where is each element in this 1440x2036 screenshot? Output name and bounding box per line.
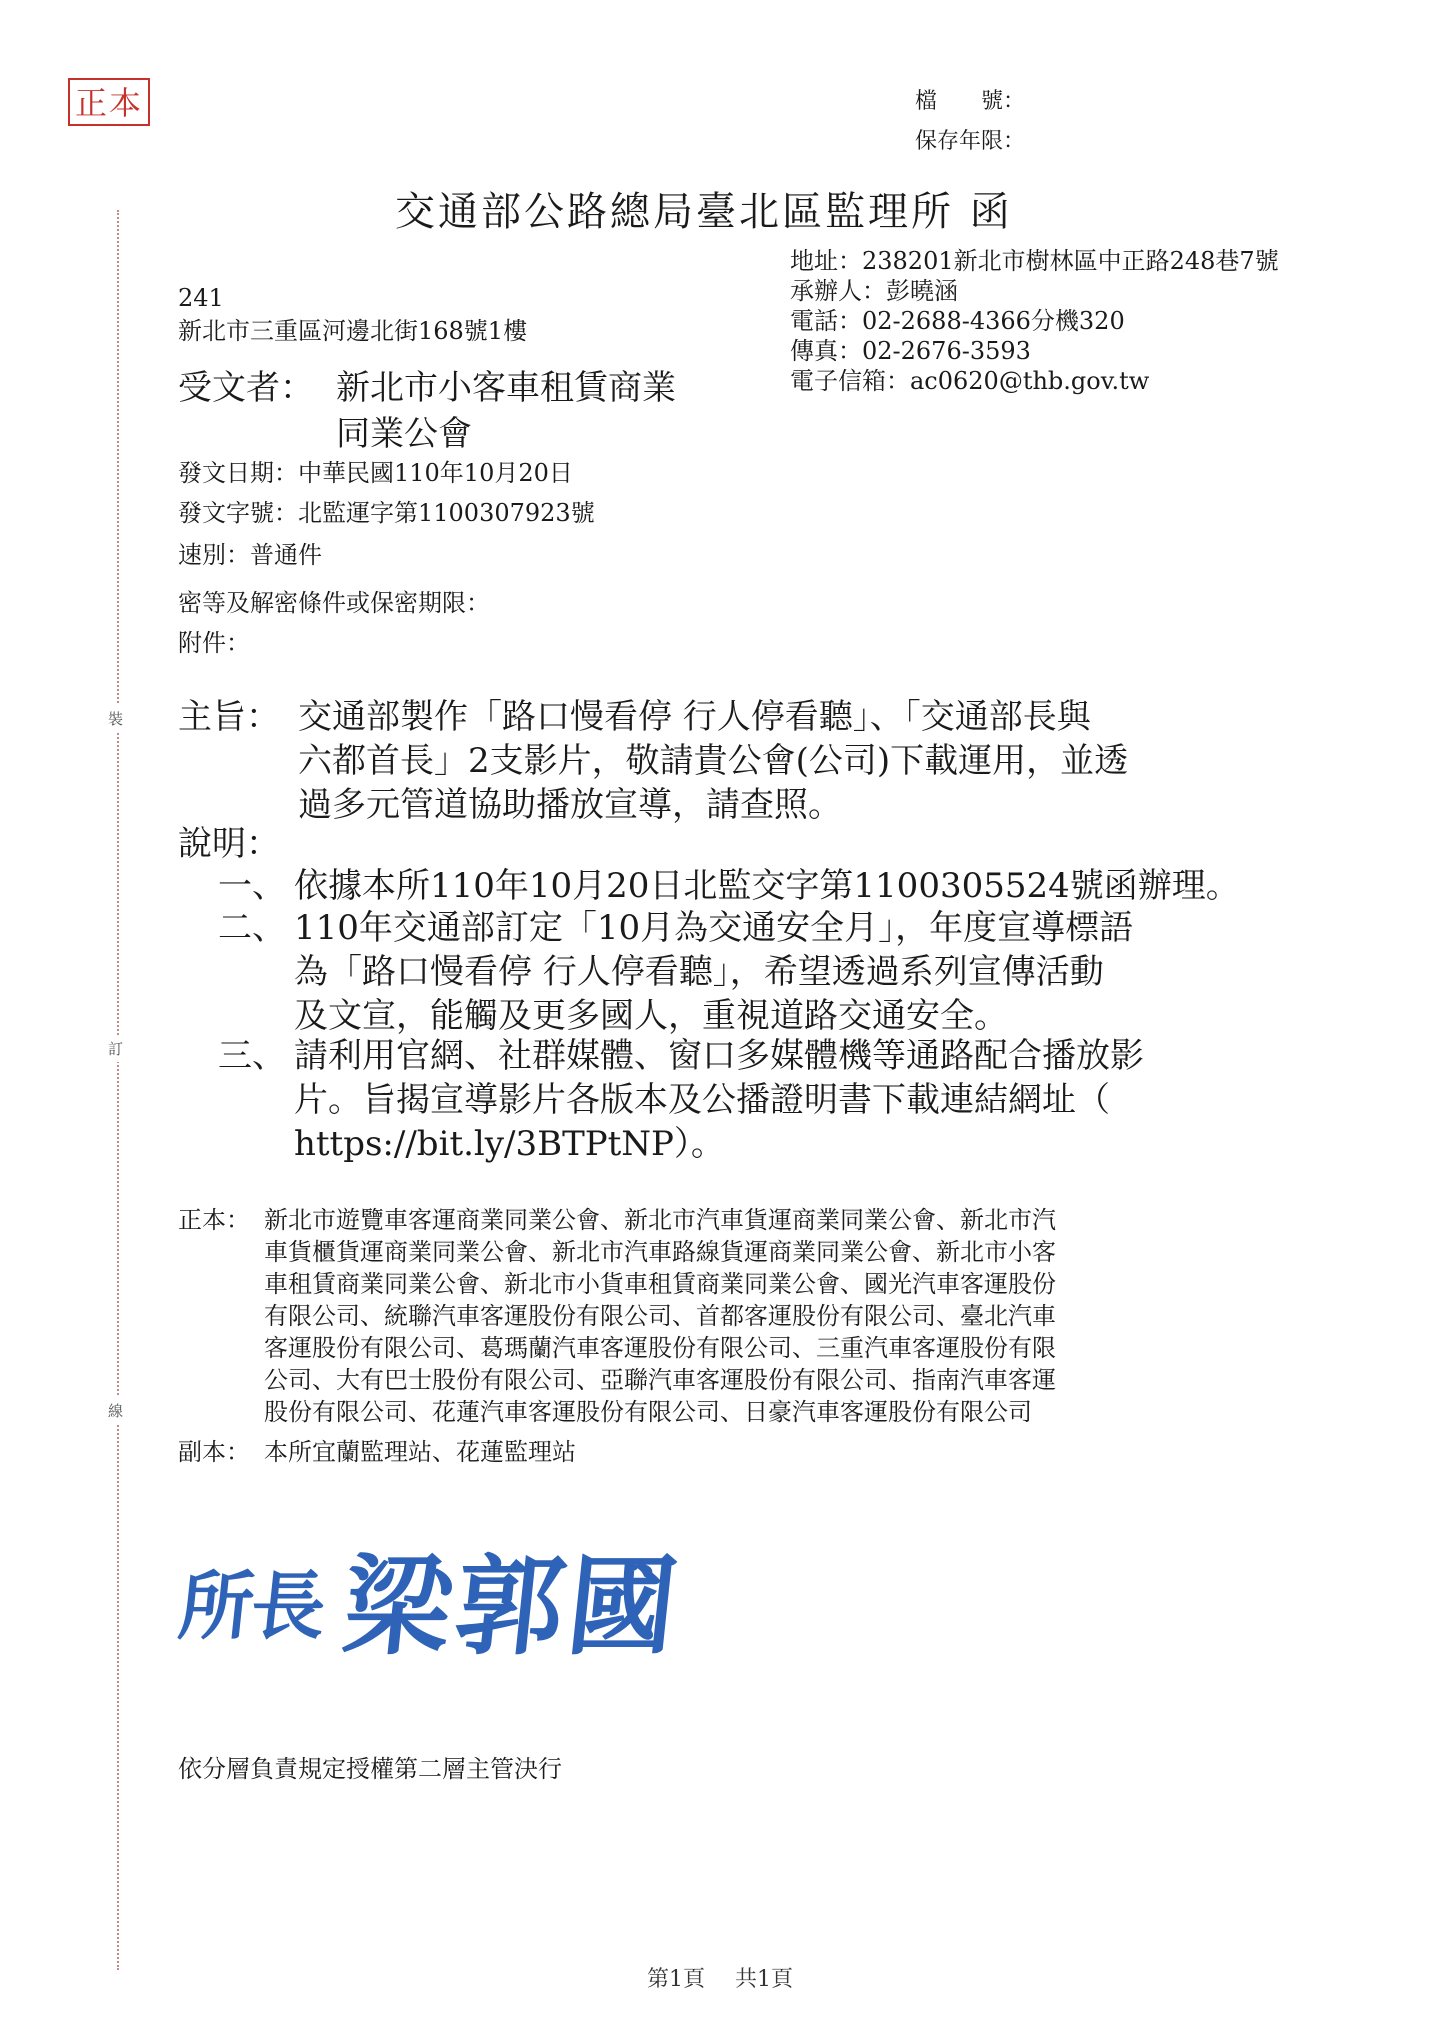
document-title: 交通部公路總局臺北區監理所 函 bbox=[395, 189, 1013, 235]
recipient-list-line: 有限公司、統聯汽車客運股份有限公司、首都客運股份有限公司、臺北汽車 bbox=[264, 1302, 1056, 1330]
recipient-list-line: 車貨櫃貨運商業同業公會、新北市汽車路線貨運商業同業公會、新北市小客 bbox=[264, 1238, 1056, 1266]
subject-line: 六都首長」2支影片，敬請貴公會(公司)下載運用，並透 bbox=[298, 741, 1129, 781]
recipient-list-line: 股份有限公司、花蓮汽車客運股份有限公司、日豪汽車客運股份有限公司 bbox=[264, 1398, 1032, 1426]
explanation-line: 片。旨揭宣導影片各版本及公播證明書下載連結網址（ bbox=[294, 1080, 1110, 1120]
signature-title-seal: 所長 bbox=[174, 1564, 328, 1650]
explanation-line: 依據本所110年10月20日北監交字第1100305524號函辦理。 bbox=[294, 866, 1240, 906]
binding-mark-ding: 訂 bbox=[108, 1035, 123, 1062]
director-signature-seal: 梁郭國 bbox=[337, 1544, 687, 1670]
recipient-name-line2: 同業公會 bbox=[336, 414, 472, 454]
original-copy-stamp: 正本 bbox=[68, 78, 150, 126]
attachment-label: 附件： bbox=[178, 629, 250, 657]
explanation-item-3-number: 三、 bbox=[218, 1036, 286, 1076]
file-number-label: 檔 號： bbox=[915, 89, 1026, 114]
explanation-label: 說明： bbox=[178, 824, 280, 864]
explanation-line: 為「路口慢看停 行人停看聽」，希望透過系列宣傳活動 bbox=[294, 952, 1104, 992]
sender-address: 地址：238201新北市樹林區中正路248巷7號 bbox=[790, 247, 1279, 275]
explanation-item-2 bbox=[294, 906, 1133, 1038]
recipient-list-line: 客運股份有限公司、葛瑪蘭汽車客運股份有限公司、三重汽車客運股份有限 bbox=[264, 1334, 1056, 1362]
copy-recipients: 本所宜蘭監理站、花蓮監理站 bbox=[264, 1438, 576, 1466]
binding-line bbox=[117, 210, 119, 1970]
delivery-speed: 速別：普通件 bbox=[178, 541, 322, 569]
binding-mark-xian: 線 bbox=[108, 1397, 123, 1424]
subject-label: 主旨： bbox=[178, 697, 280, 737]
secrecy-level: 密等及解密條件或保密期限： bbox=[178, 589, 490, 617]
page-number: 第1頁 bbox=[647, 1967, 705, 1992]
recipient-list-line: 新北市遊覽車客運商業同業公會、新北市汽車貨運商業同業公會、新北市汽 bbox=[264, 1206, 1056, 1234]
retention-period-label: 保存年限： bbox=[915, 129, 1026, 154]
explanation-item-3 bbox=[294, 1034, 1144, 1166]
phone-number: 電話：02-2688-4366分機320 bbox=[790, 307, 1125, 335]
explanation-line: 請利用官網、社群媒體、窗口多媒體機等通路配合播放影 bbox=[294, 1036, 1144, 1076]
document-number: 發文字號：北監運字第1100307923號 bbox=[178, 499, 595, 527]
recipient-label: 受文者： bbox=[178, 368, 314, 408]
recipient-list-line: 公司、大有巴士股份有限公司、亞聯汽車客運股份有限公司、指南汽車客運 bbox=[264, 1366, 1056, 1394]
authorization-note: 依分層負責規定授權第二層主管決行 bbox=[178, 1755, 562, 1783]
copy-recipients-label: 副本： bbox=[178, 1438, 250, 1466]
page-footer bbox=[0, 1962, 1440, 1993]
fax-number: 傳真：02-2676-3593 bbox=[790, 337, 1031, 365]
explanation-line: 及文宣，能觸及更多國人，重視道路交通安全。 bbox=[294, 996, 1008, 1036]
subject-line: 交通部製作「路口慢看停 行人停看聽」、「交通部長與 bbox=[298, 697, 1091, 737]
original-recipients-label: 正本： bbox=[178, 1206, 250, 1234]
email-address: 電子信箱：ac0620@thb.gov.tw bbox=[790, 367, 1150, 395]
recipient-list-line: 車租賃商業同業公會、新北市小貨車租賃商業同業公會、國光汽車客運股份 bbox=[264, 1270, 1056, 1298]
explanation-item-1-number: 一、 bbox=[218, 866, 286, 906]
recipient-name-line1: 新北市小客車租賃商業 bbox=[336, 368, 676, 408]
subject-text bbox=[298, 695, 1128, 827]
sender-info bbox=[790, 246, 1279, 396]
explanation-line: https://bit.ly/3BTPtNP）。 bbox=[294, 1124, 725, 1164]
issue-date: 發文日期：中華民國110年10月20日 bbox=[178, 459, 573, 487]
handler-name: 承辦人：彭曉涵 bbox=[790, 277, 958, 305]
recipient-address: 新北市三重區河邊北街168號1樓 bbox=[178, 317, 528, 345]
binding-mark-zhuang: 裝 bbox=[108, 705, 123, 732]
total-pages: 共1頁 bbox=[735, 1967, 793, 1992]
explanation-line: 110年交通部訂定「10月為交通安全月」，年度宣導標語 bbox=[294, 908, 1134, 948]
original-recipients-list bbox=[264, 1204, 1056, 1428]
recipient-postcode: 241 bbox=[178, 284, 224, 312]
explanation-item-1 bbox=[294, 864, 1240, 908]
subject-line: 過多元管道協助播放宣導，請查照。 bbox=[298, 785, 842, 825]
explanation-item-2-number: 二、 bbox=[218, 908, 286, 948]
